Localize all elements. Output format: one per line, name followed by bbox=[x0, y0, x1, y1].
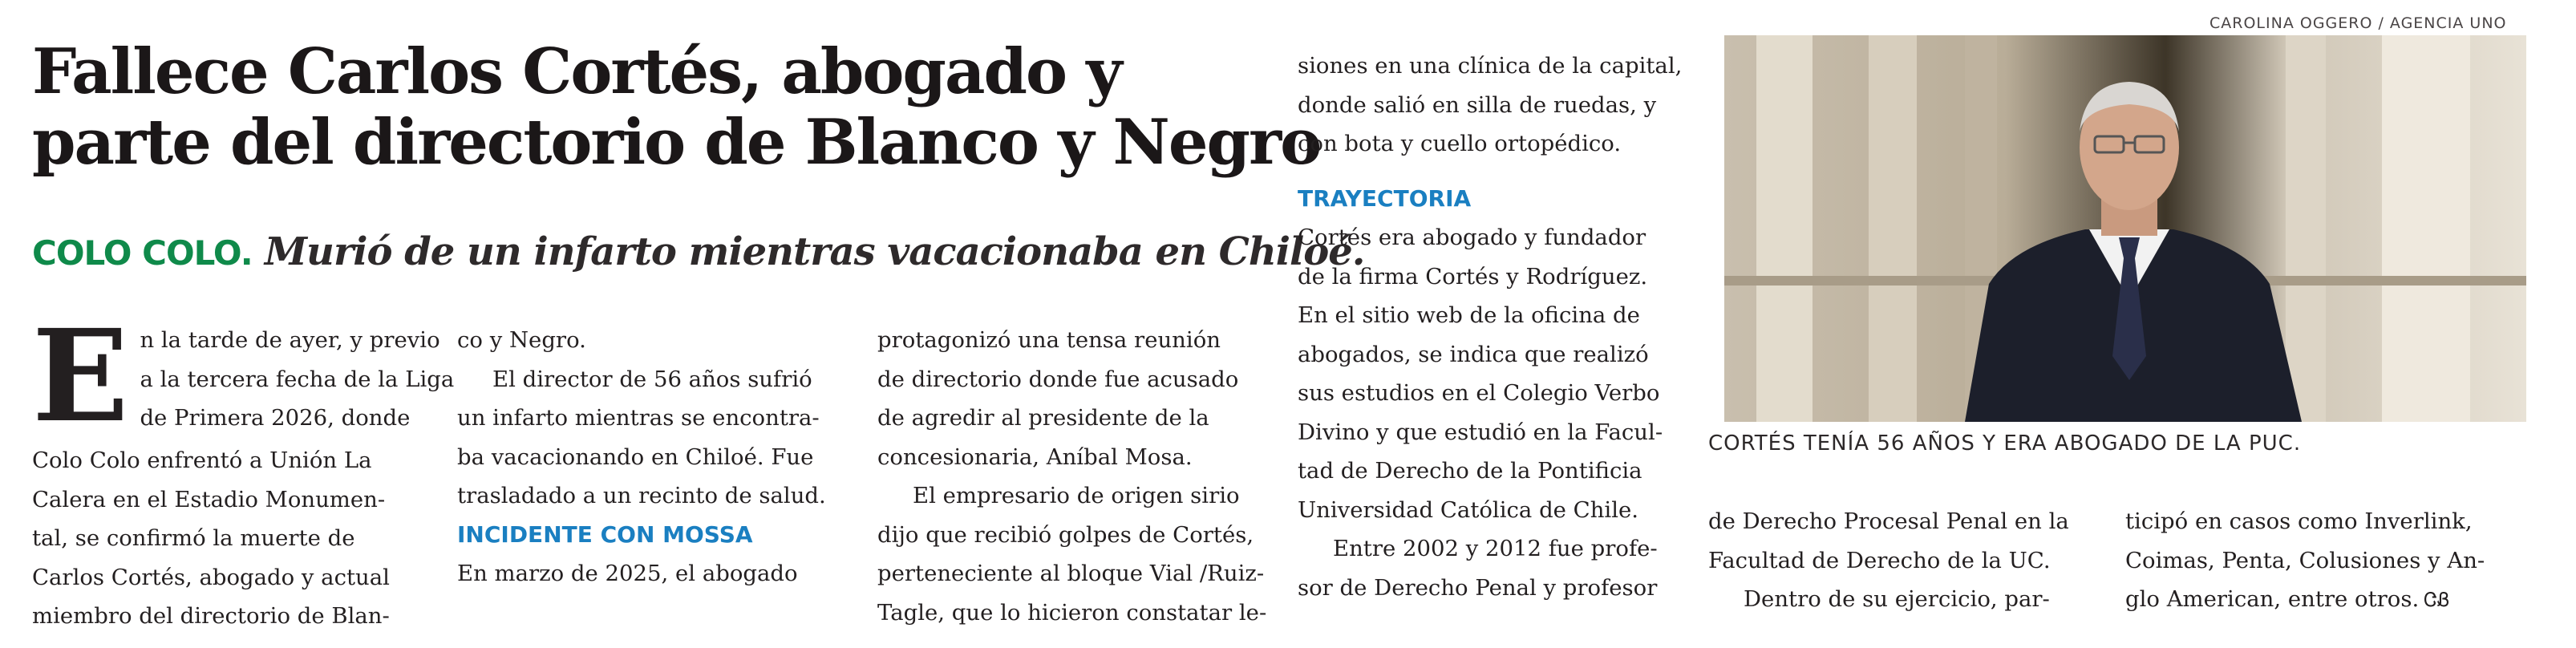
kicker bbox=[32, 228, 1365, 277]
article-column-6 bbox=[2125, 502, 2542, 620]
photo-credit: CAROLINA OGGERO / AGENCIA UNO bbox=[2209, 14, 2507, 32]
portrait-photo bbox=[1724, 35, 2526, 422]
text-line: Universidad Católica de Chile. bbox=[1298, 496, 1639, 523]
text-line: a la tercera fecha de la Liga bbox=[140, 366, 455, 392]
portrait-illustration bbox=[1724, 35, 2526, 422]
text-line: protagonizó una tensa reunión bbox=[877, 327, 1221, 353]
article-column-5 bbox=[1708, 502, 2088, 619]
text-line: de directorio donde fue acusado bbox=[877, 366, 1239, 392]
article-column-3 bbox=[877, 321, 1267, 632]
text-line: miembro del directorio de Blan- bbox=[32, 603, 390, 629]
text-line: Facultad de Derecho de la UC. bbox=[1708, 547, 2051, 573]
text-line: Dentro de su ejercicio, par- bbox=[1744, 586, 2050, 612]
text-line: El director de 56 años sufrió bbox=[492, 366, 812, 392]
text-line: Entre 2002 y 2012 fue profe- bbox=[1333, 536, 1658, 561]
photo-caption: CORTÉS TENÍA 56 AÑOS Y ERA ABOGADO DE LA PUC. bbox=[1708, 431, 2302, 456]
headline bbox=[32, 35, 1321, 179]
text-line: n la tarde de ayer, y previo bbox=[140, 327, 440, 353]
text-line: donde salió en silla de ruedas, y bbox=[1298, 91, 1657, 118]
text-line: un infarto mientras se encontra- bbox=[457, 405, 820, 431]
text-line: Divino y que estudió en la Facul- bbox=[1298, 419, 1663, 445]
text-line: En marzo de 2025, el abogado bbox=[457, 561, 798, 586]
text-line: con bota y cuello ortopédico. bbox=[1298, 131, 1622, 156]
text-line: ticipó en casos como Inverlink, bbox=[2125, 508, 2473, 534]
subhead-trayectoria: TRAYECTORIA bbox=[1298, 184, 1472, 212]
text-line: Colo Colo enfrentó a Unión La bbox=[32, 448, 372, 473]
dek: Murió de un infarto mientras vacacionaba en Chiloé. bbox=[264, 229, 1365, 274]
headline-line-1: Fallece Carlos Cortés, abogado y bbox=[32, 35, 1121, 108]
text-line: trasladado a un recinto de salud. bbox=[457, 483, 826, 508]
text-line: abogados, se indica que realizó bbox=[1298, 341, 1649, 367]
text-line: concesionaria, Aníbal Mosa. bbox=[877, 443, 1193, 470]
text-line: de Primera 2026, donde bbox=[140, 405, 411, 431]
text-line: de la firma Cortés y Rodríguez. bbox=[1298, 263, 1648, 290]
article-column-2 bbox=[457, 321, 837, 593]
article-column-4 bbox=[1298, 47, 1683, 607]
text-line: Coimas, Penta, Colusiones y An- bbox=[2125, 547, 2485, 573]
text-line: de agredir al presidente de la bbox=[877, 405, 1209, 431]
text-line: Carlos Cortés, abogado y actual bbox=[32, 564, 390, 590]
headline-line-2: parte del directorio de Blanco y Negro bbox=[32, 106, 1321, 179]
text-line: ba vacacionando en Chiloé. Fue bbox=[457, 443, 814, 470]
section-label: COLO COLO. bbox=[32, 233, 253, 273]
article-column-1 bbox=[32, 302, 455, 636]
text-line: Tagle, que lo hicieron constatar le- bbox=[877, 599, 1267, 626]
drop-cap: E bbox=[32, 302, 129, 451]
text-line: de Derecho Procesal Penal en la bbox=[1708, 508, 2069, 534]
text-line: perteneciente al bloque Vial /Ruiz- bbox=[877, 561, 1265, 586]
text-line: En el sitio web de la oficina de bbox=[1298, 302, 1640, 328]
end-mark-icon: ᏣᏰ bbox=[2424, 589, 2450, 611]
text-line: siones en una clínica de la capital, bbox=[1298, 53, 1683, 79]
text-line: Calera en el Estadio Monumen- bbox=[32, 486, 386, 512]
subhead-incidente: INCIDENTE CON MOSSA bbox=[457, 520, 753, 548]
text-line: El empresario de origen sirio bbox=[913, 483, 1240, 508]
text-line: glo American, entre otros. bbox=[2125, 586, 2420, 612]
text-line: Cortés era abogado y fundador bbox=[1298, 225, 1646, 250]
text-line: co y Negro. bbox=[457, 327, 586, 353]
text-line: sus estudios en el Colegio Verbo bbox=[1298, 380, 1660, 406]
text-line: dijo que recibió golpes de Cortés, bbox=[877, 521, 1254, 548]
text-line: tad de Derecho de la Pontificia bbox=[1298, 458, 1642, 484]
text-line: sor de Derecho Penal y profesor bbox=[1298, 574, 1658, 601]
text-line-last bbox=[2125, 580, 2542, 620]
text-line: tal, se confirmó la muerte de bbox=[32, 525, 355, 551]
